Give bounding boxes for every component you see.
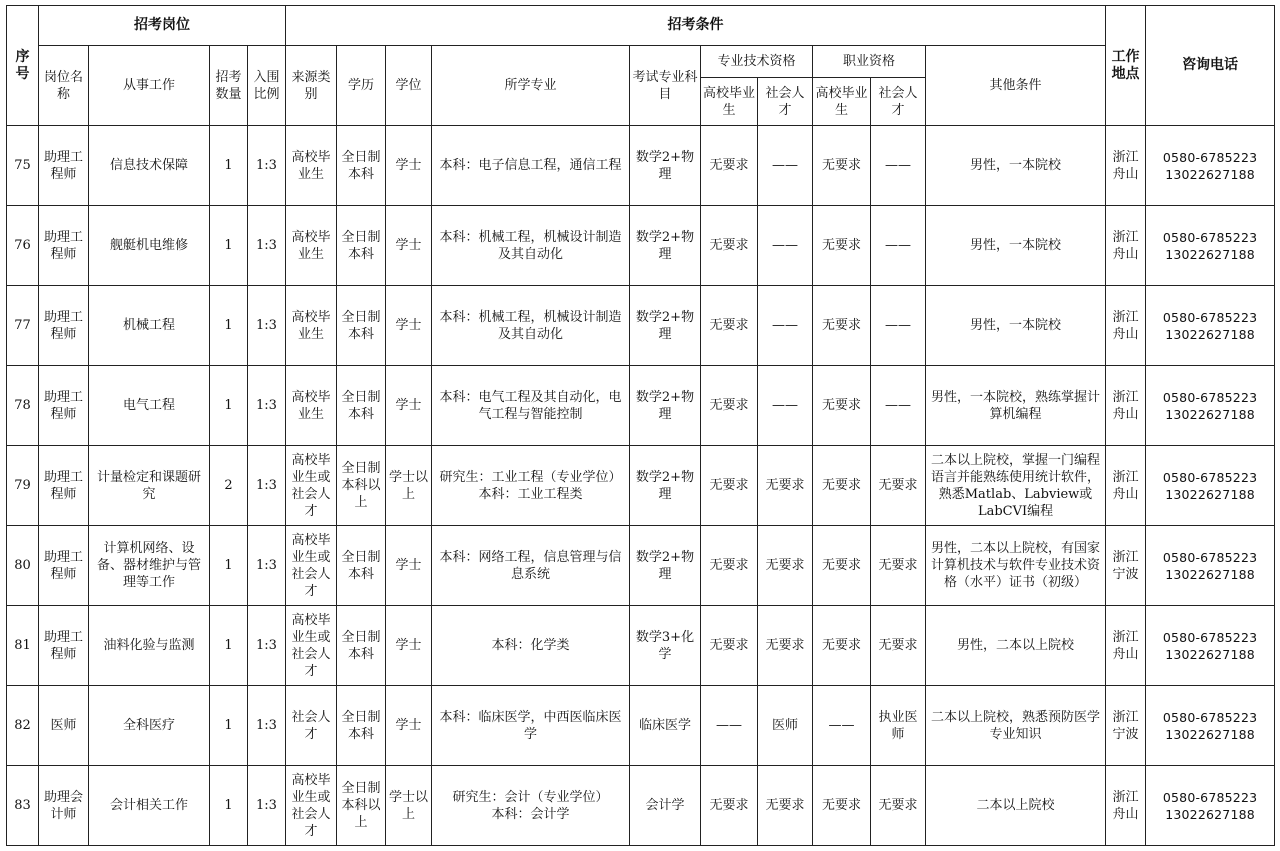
cell-work-place: 浙江舟山: [1106, 286, 1146, 366]
cell-ratio: 1:3: [248, 126, 286, 206]
header-conditions-group: 招考条件: [286, 6, 1106, 46]
cell-seq: 76: [7, 206, 39, 286]
table-row: [7, 606, 1275, 686]
header-exam: 考试专业科 目: [630, 46, 701, 126]
cell-exam: 数学2+物理: [630, 366, 701, 446]
header-job-social: 社会人才: [871, 78, 926, 126]
cell-duty: 计量检定和课题研究: [89, 446, 210, 526]
cell-work-place: 浙江舟山: [1106, 606, 1146, 686]
phone-mobile: 13022627188: [1165, 646, 1255, 662]
phone-landline: 0580-6785223: [1162, 389, 1258, 405]
cell-edu: 全日制本科: [337, 606, 386, 686]
cell-degree: 学士: [386, 206, 432, 286]
cell-duty: 机械工程: [89, 286, 210, 366]
cell-edu: 全日制本科: [337, 286, 386, 366]
cell-degree: 学士: [386, 126, 432, 206]
cell-tech-social: 无要求: [758, 606, 813, 686]
cell-major: 本科：化学类: [432, 606, 630, 686]
cell-exam: 数学2+物理: [630, 446, 701, 526]
cell-exam: 数学3+化学: [630, 606, 701, 686]
cell-other: 二本以上院校: [926, 766, 1106, 846]
header-ratio: 入围比例: [248, 46, 286, 126]
cell-job-social: ——: [871, 366, 926, 446]
cell-major: 本科：电气工程及其自动化，电气工程与智能控制: [432, 366, 630, 446]
cell-major: 研究生：会计（专业学位） 本科：会计学: [432, 766, 630, 846]
cell-tech-grad: 无要求: [701, 766, 758, 846]
cell-tech-social: ——: [758, 206, 813, 286]
cell-other: 男性，一本院校: [926, 206, 1106, 286]
cell-tech-social: 无要求: [758, 766, 813, 846]
phone-landline: 0580-6785223: [1162, 629, 1258, 645]
cell-seq: 83: [7, 766, 39, 846]
phone-mobile: 13022627188: [1165, 246, 1255, 262]
cell-edu: 全日制本科: [337, 526, 386, 606]
table-row: [7, 206, 1275, 286]
cell-duty: 会计相关工作: [89, 766, 210, 846]
phone-mobile: 13022627188: [1165, 406, 1255, 422]
cell-count: 1: [210, 366, 248, 446]
cell-phone: [1146, 206, 1275, 286]
cell-count: 2: [210, 446, 248, 526]
cell-source: 社会人才: [286, 686, 337, 766]
cell-tech-grad: 无要求: [701, 206, 758, 286]
cell-exam: 数学2+物理: [630, 126, 701, 206]
cell-job-social: ——: [871, 126, 926, 206]
cell-job-social: 执业医师: [871, 686, 926, 766]
cell-phone: [1146, 766, 1275, 846]
cell-other: 男性，一本院校: [926, 286, 1106, 366]
cell-other: 男性，二本以上院校: [926, 606, 1106, 686]
cell-count: 1: [210, 206, 248, 286]
cell-other: 二本以上院校，熟悉预防医学专业知识: [926, 686, 1106, 766]
header-tech-social: 社会人才: [758, 78, 813, 126]
cell-count: 1: [210, 126, 248, 206]
cell-post-name: 助理工程师: [39, 126, 89, 206]
cell-exam: 数学2+物理: [630, 206, 701, 286]
table-row: [7, 366, 1275, 446]
cell-ratio: 1:3: [248, 446, 286, 526]
cell-ratio: 1:3: [248, 366, 286, 446]
cell-ratio: 1:3: [248, 766, 286, 846]
cell-job-grad: 无要求: [813, 126, 871, 206]
cell-tech-grad: 无要求: [701, 446, 758, 526]
cell-work-place: 浙江舟山: [1106, 366, 1146, 446]
cell-post-name: 助理工程师: [39, 446, 89, 526]
cell-phone: [1146, 446, 1275, 526]
cell-tech-social: ——: [758, 366, 813, 446]
table-body: [7, 126, 1275, 846]
cell-tech-social: 无要求: [758, 526, 813, 606]
cell-post-name: 助理工程师: [39, 606, 89, 686]
header-other: 其他条件: [926, 46, 1106, 126]
phone-mobile: 13022627188: [1165, 166, 1255, 182]
header-phone: 咨询电话: [1146, 6, 1275, 126]
cell-other: 男性，二本以上院校，有国家计算机技术与软件专业技术资格（水平）证书（初级）: [926, 526, 1106, 606]
cell-duty: 信息技术保障: [89, 126, 210, 206]
cell-exam: 临床医学: [630, 686, 701, 766]
header-job-qual: 职业资格: [813, 46, 926, 78]
cell-exam: 数学2+物理: [630, 526, 701, 606]
cell-source: 高校毕业生或社会人才: [286, 446, 337, 526]
cell-major: 本科：机械工程，机械设计制造及其自动化: [432, 206, 630, 286]
cell-edu: 全日制本科: [337, 366, 386, 446]
phone-landline: 0580-6785223: [1162, 149, 1258, 165]
cell-seq: 75: [7, 126, 39, 206]
cell-tech-social: 医师: [758, 686, 813, 766]
phone-landline: 0580-6785223: [1162, 469, 1258, 485]
cell-seq: 81: [7, 606, 39, 686]
phone-landline: 0580-6785223: [1162, 789, 1258, 805]
header-post-group: 招考岗位: [39, 6, 286, 46]
cell-phone: [1146, 526, 1275, 606]
cell-edu: 全日制本科以上: [337, 766, 386, 846]
cell-phone: [1146, 366, 1275, 446]
cell-phone: [1146, 606, 1275, 686]
cell-ratio: 1:3: [248, 526, 286, 606]
cell-post-name: 医师: [39, 686, 89, 766]
cell-work-place: 浙江宁波: [1106, 686, 1146, 766]
cell-major: 研究生：工业工程（专业学位） 本科：工业工程类: [432, 446, 630, 526]
cell-other: 男性，一本院校: [926, 126, 1106, 206]
cell-job-grad: 无要求: [813, 286, 871, 366]
cell-job-grad: ——: [813, 686, 871, 766]
header-tech-qual: 专业技术资格: [701, 46, 813, 78]
cell-job-social: ——: [871, 206, 926, 286]
cell-degree: 学士: [386, 526, 432, 606]
cell-post-name: 助理工程师: [39, 286, 89, 366]
cell-work-place: 浙江舟山: [1106, 126, 1146, 206]
table-row: [7, 446, 1275, 526]
cell-source: 高校毕业生: [286, 206, 337, 286]
cell-tech-social: ——: [758, 126, 813, 206]
table-row: [7, 286, 1275, 366]
cell-job-social: 无要求: [871, 606, 926, 686]
cell-other: 二本以上院校，掌握一门编程语言并能熟练使用统计软件，熟悉Matlab、Labview或LabCVI编程: [926, 446, 1106, 526]
cell-seq: 77: [7, 286, 39, 366]
phone-mobile: 13022627188: [1165, 566, 1255, 582]
cell-duty: 舰艇机电维修: [89, 206, 210, 286]
cell-tech-grad: 无要求: [701, 286, 758, 366]
cell-duty: 计算机网络、设备、器材维护与管理等工作: [89, 526, 210, 606]
cell-degree: 学士: [386, 286, 432, 366]
cell-major: 本科：临床医学，中西医临床医学: [432, 686, 630, 766]
cell-duty: 全科医疗: [89, 686, 210, 766]
cell-seq: 79: [7, 446, 39, 526]
cell-job-grad: 无要求: [813, 446, 871, 526]
cell-tech-grad: 无要求: [701, 126, 758, 206]
cell-degree: 学士以上: [386, 766, 432, 846]
phone-landline: 0580-6785223: [1162, 309, 1258, 325]
cell-count: 1: [210, 286, 248, 366]
phone-landline: 0580-6785223: [1162, 549, 1258, 565]
cell-ratio: 1:3: [248, 686, 286, 766]
table-row: [7, 526, 1275, 606]
cell-job-grad: 无要求: [813, 366, 871, 446]
table-row: [7, 126, 1275, 206]
header-duty: 从事工作: [89, 46, 210, 126]
cell-edu: 全日制本科: [337, 686, 386, 766]
cell-source: 高校毕业生: [286, 126, 337, 206]
cell-edu: 全日制本科: [337, 126, 386, 206]
phone-mobile: 13022627188: [1165, 806, 1255, 822]
cell-major: 本科：机械工程，机械设计制造及其自动化: [432, 286, 630, 366]
header-job-grad: 高校毕业生: [813, 78, 871, 126]
cell-job-grad: 无要求: [813, 206, 871, 286]
cell-exam: 数学2+物理: [630, 286, 701, 366]
cell-job-social: 无要求: [871, 446, 926, 526]
cell-work-place: 浙江舟山: [1106, 446, 1146, 526]
cell-tech-social: ——: [758, 286, 813, 366]
table-row: [7, 686, 1275, 766]
cell-exam: 会计学: [630, 766, 701, 846]
cell-tech-grad: 无要求: [701, 606, 758, 686]
cell-tech-grad: ——: [701, 686, 758, 766]
cell-job-grad: 无要求: [813, 526, 871, 606]
phone-landline: 0580-6785223: [1162, 229, 1258, 245]
cell-source: 高校毕业生或社会人才: [286, 766, 337, 846]
cell-major: 本科：网络工程，信息管理与信息系统: [432, 526, 630, 606]
cell-tech-grad: 无要求: [701, 366, 758, 446]
cell-edu: 全日制本科以上: [337, 446, 386, 526]
cell-post-name: 助理工程师: [39, 526, 89, 606]
cell-seq: 78: [7, 366, 39, 446]
cell-work-place: 浙江舟山: [1106, 766, 1146, 846]
header-source: 来源类别: [286, 46, 337, 126]
cell-other: 男性，一本院校，熟练掌握计算机编程: [926, 366, 1106, 446]
cell-job-social: ——: [871, 286, 926, 366]
cell-duty: 油料化验与监测: [89, 606, 210, 686]
cell-job-social: 无要求: [871, 526, 926, 606]
cell-major: 本科：电子信息工程，通信工程: [432, 126, 630, 206]
cell-source: 高校毕业生: [286, 366, 337, 446]
cell-ratio: 1:3: [248, 286, 286, 366]
header-count: 招考数量: [210, 46, 248, 126]
cell-seq: 80: [7, 526, 39, 606]
cell-job-social: 无要求: [871, 766, 926, 846]
cell-phone: [1146, 126, 1275, 206]
cell-count: 1: [210, 526, 248, 606]
cell-source: 高校毕业生: [286, 286, 337, 366]
header-degree: 学位: [386, 46, 432, 126]
header-work-place: 工作地点: [1106, 6, 1146, 126]
cell-degree: 学士: [386, 606, 432, 686]
phone-mobile: 13022627188: [1165, 726, 1255, 742]
cell-job-grad: 无要求: [813, 766, 871, 846]
table-row: [7, 766, 1275, 846]
header-tech-grad: 高校毕业生: [701, 78, 758, 126]
header-post-name: 岗位名称: [39, 46, 89, 126]
phone-mobile: 13022627188: [1165, 326, 1255, 342]
cell-edu: 全日制本科: [337, 206, 386, 286]
cell-phone: [1146, 686, 1275, 766]
cell-job-grad: 无要求: [813, 606, 871, 686]
cell-duty: 电气工程: [89, 366, 210, 446]
cell-degree: 学士: [386, 366, 432, 446]
header-seq: 序号: [7, 6, 39, 126]
header-major: 所学专业: [432, 46, 630, 126]
cell-degree: 学士: [386, 686, 432, 766]
cell-count: 1: [210, 766, 248, 846]
recruitment-table: [6, 5, 1275, 846]
cell-tech-grad: 无要求: [701, 526, 758, 606]
cell-source: 高校毕业生或社会人才: [286, 526, 337, 606]
phone-landline: 0580-6785223: [1162, 709, 1258, 725]
cell-source: 高校毕业生或社会人才: [286, 606, 337, 686]
cell-post-name: 助理工程师: [39, 206, 89, 286]
cell-tech-social: 无要求: [758, 446, 813, 526]
cell-seq: 82: [7, 686, 39, 766]
header-edu: 学历: [337, 46, 386, 126]
cell-post-name: 助理工程师: [39, 366, 89, 446]
cell-work-place: 浙江舟山: [1106, 206, 1146, 286]
cell-ratio: 1:3: [248, 206, 286, 286]
cell-work-place: 浙江宁波: [1106, 526, 1146, 606]
phone-mobile: 13022627188: [1165, 486, 1255, 502]
cell-count: 1: [210, 606, 248, 686]
cell-count: 1: [210, 686, 248, 766]
cell-ratio: 1:3: [248, 606, 286, 686]
cell-post-name: 助理会计师: [39, 766, 89, 846]
cell-phone: [1146, 286, 1275, 366]
cell-degree: 学士以上: [386, 446, 432, 526]
